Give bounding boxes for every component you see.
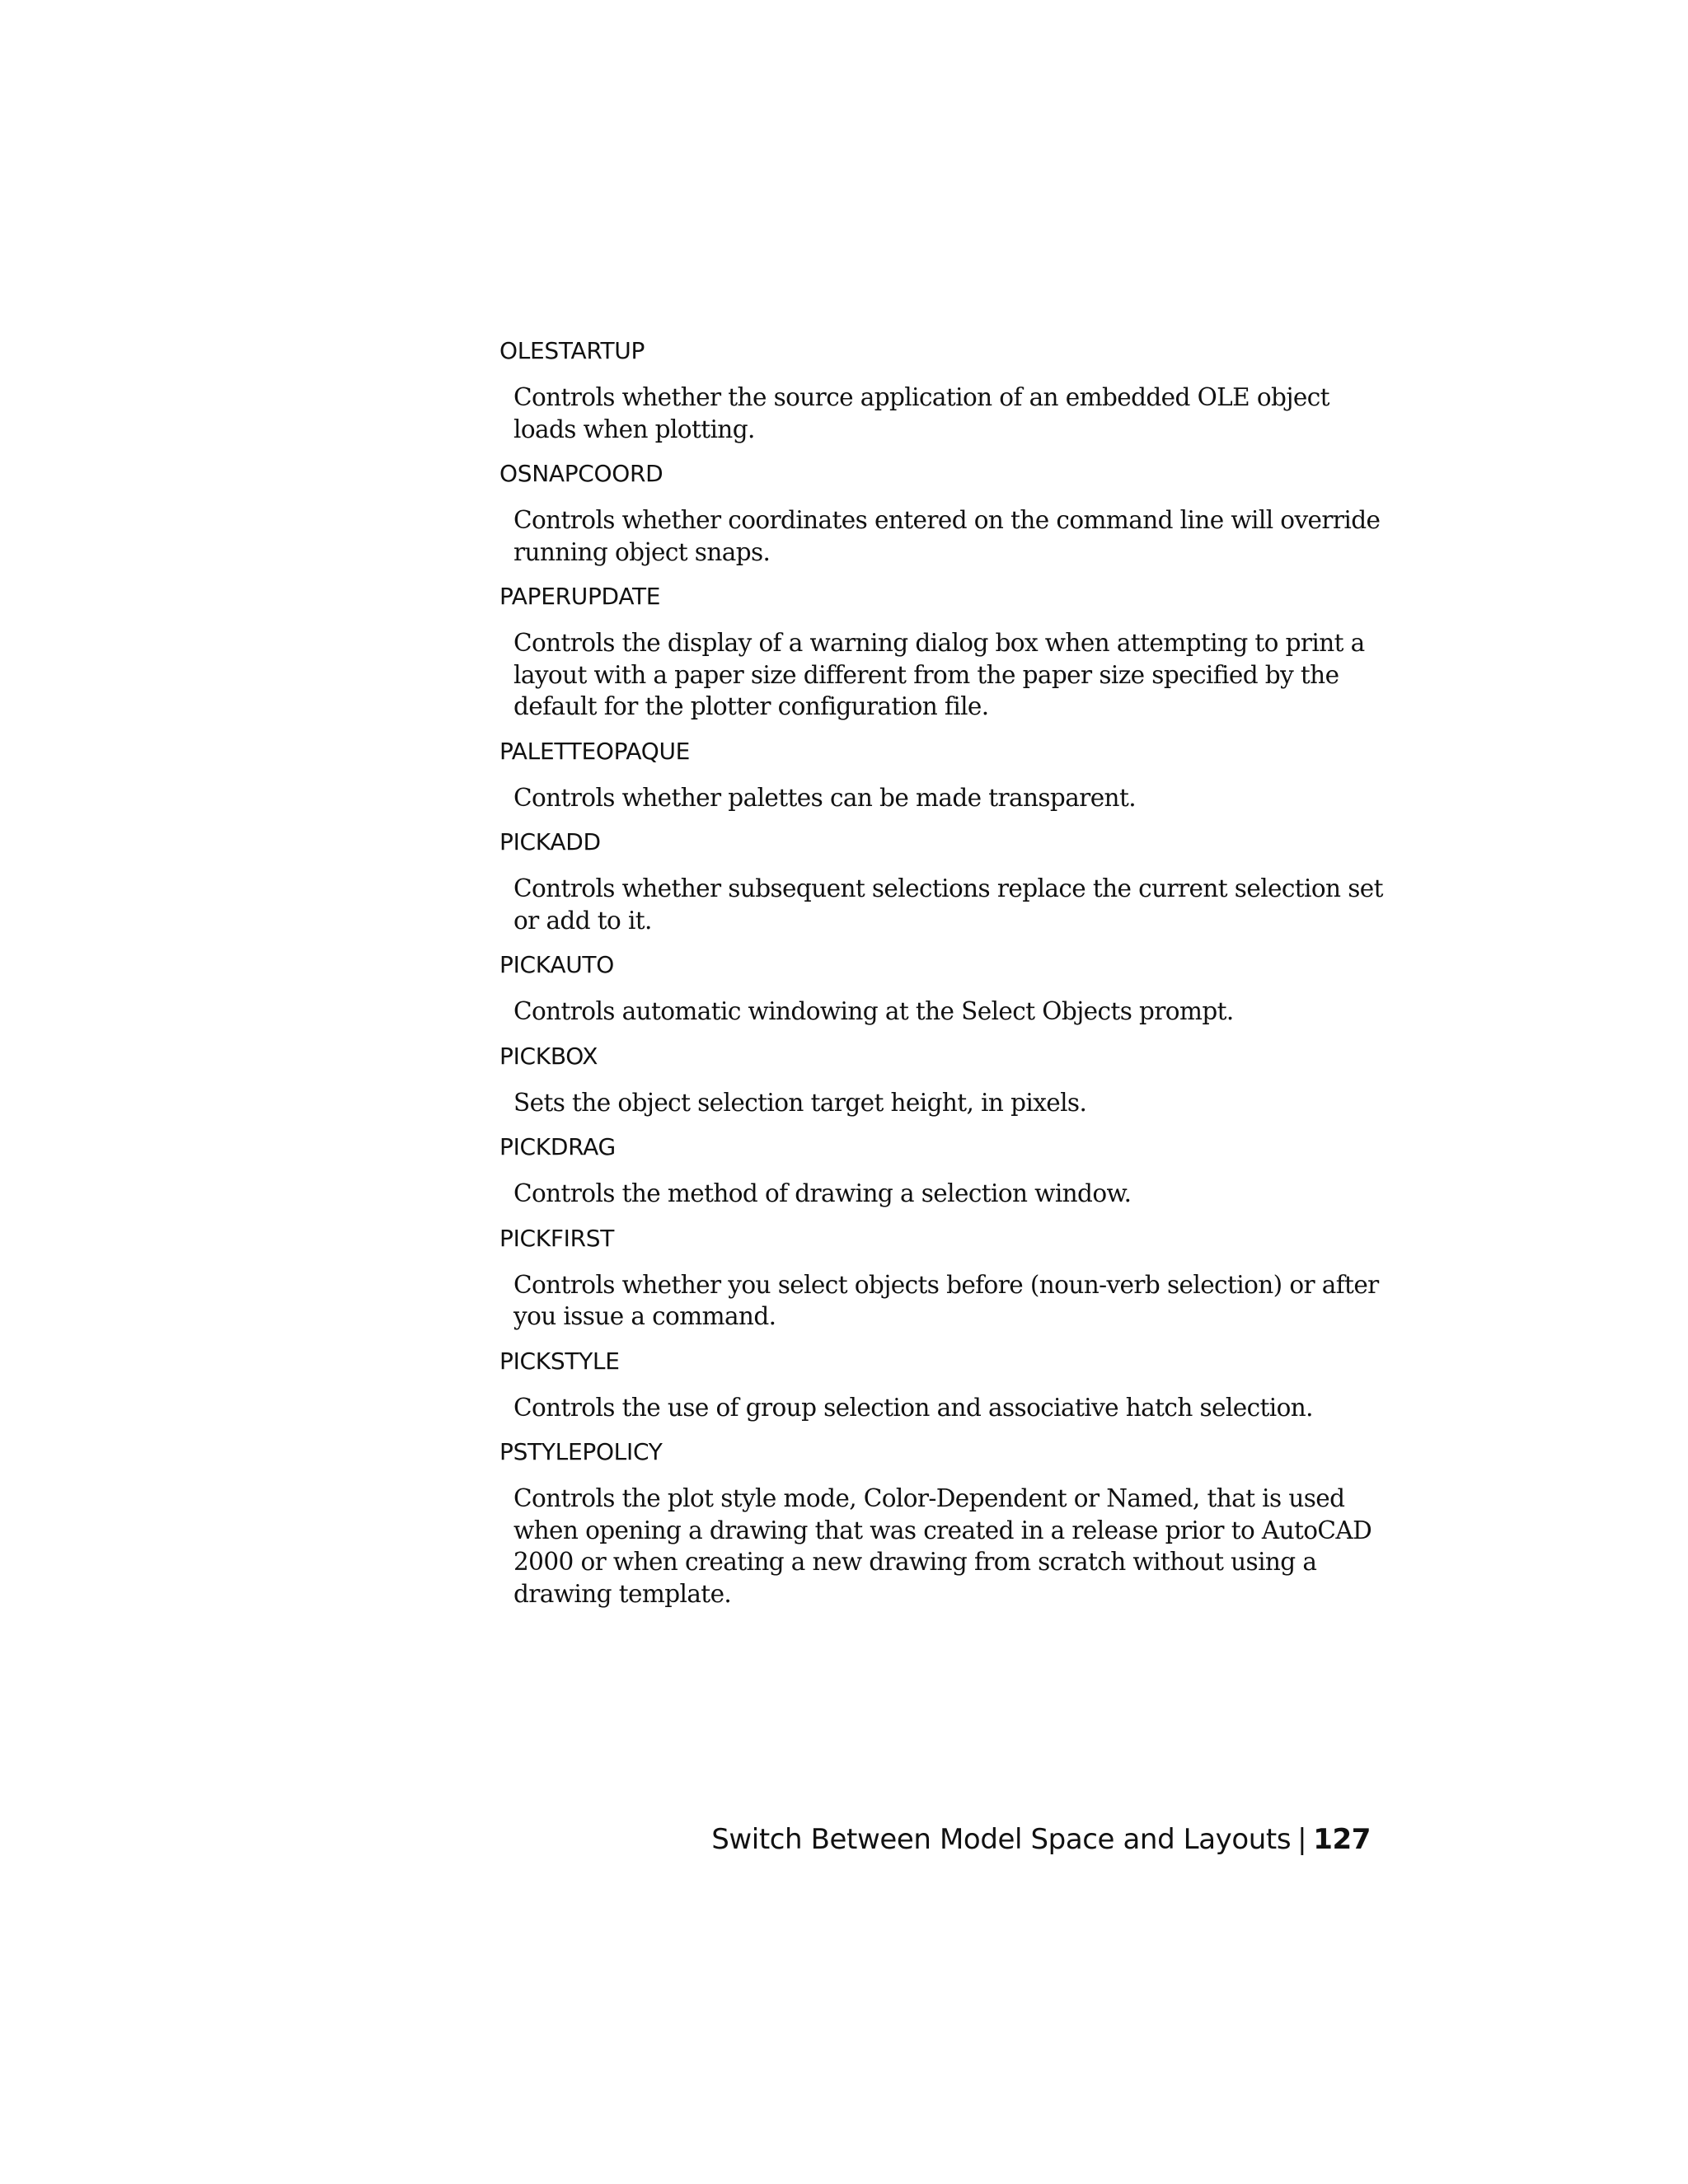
entry-olestartup [499, 336, 1381, 445]
footer-separator: | [1297, 1823, 1307, 1856]
entry-description: Controls automatic windowing at the Select Objects prompt. [513, 997, 1234, 1025]
entry-term: OSNAPCOORD [499, 460, 663, 487]
entry-pickfirst [499, 1224, 1381, 1333]
entry-description: Controls whether subsequent selections replace the current selection set or add to it. [513, 874, 1383, 935]
entry-term: PSTYLEPOLICY [499, 1438, 663, 1465]
entry-term: PICKFIRST [499, 1224, 615, 1252]
entry-paperupdate [499, 582, 1381, 723]
entry-description: Controls the plot style mode, Color-Dependent or Named, that is used when opening a drawing that was created in a release prior to AutoCAD 2000 or when creating a new drawing from scratch without using a drawing template. [513, 1484, 1372, 1608]
entry-term: PICKDRAG [499, 1133, 616, 1160]
entry-pickadd [499, 827, 1381, 936]
page-footer [711, 1821, 1371, 1858]
entry-pickdrag [499, 1132, 1381, 1210]
entry-term: PICKSTYLE [499, 1347, 620, 1375]
entry-description: Controls whether you select objects before (noun-verb selection) or after you issue a command. [513, 1270, 1379, 1330]
entry-description: Controls whether palettes can be made transparent. [513, 783, 1136, 812]
entry-pickbox [499, 1042, 1381, 1119]
entry-description: Controls whether the source application of an embedded OLE object loads when plotting. [513, 383, 1329, 443]
entry-term: OLESTARTUP [499, 337, 645, 364]
entry-description: Controls the method of drawing a selection window. [513, 1179, 1132, 1207]
entry-term: PICKBOX [499, 1042, 598, 1070]
sysvar-list [499, 336, 1381, 1624]
entry-term: PAPERUPDATE [499, 583, 661, 610]
entry-osnapcoord [499, 459, 1381, 568]
entry-description: Controls the display of a warning dialog box when attempting to print a layout with a paper size different from the paper size specified by the default for the plotter configuration file. [513, 629, 1365, 720]
entry-term: PICKADD [499, 828, 601, 855]
footer-section-title: Switch Between Model Space and Layouts [711, 1823, 1292, 1856]
entry-pstylepolicy [499, 1437, 1381, 1610]
entry-description: Controls the use of group selection and associative hatch selection. [513, 1393, 1313, 1422]
entry-pickauto [499, 950, 1381, 1028]
page-number: 127 [1313, 1823, 1371, 1856]
entry-description: Controls whether coordinates entered on the command line will override running object snaps. [513, 506, 1381, 566]
entry-term: PALETTEOPAQUE [499, 737, 691, 765]
entry-term: PICKAUTO [499, 951, 614, 978]
entry-paletteopaque [499, 737, 1381, 814]
entry-description: Sets the object selection target height, in pixels. [513, 1088, 1087, 1117]
entry-pickstyle [499, 1347, 1381, 1424]
